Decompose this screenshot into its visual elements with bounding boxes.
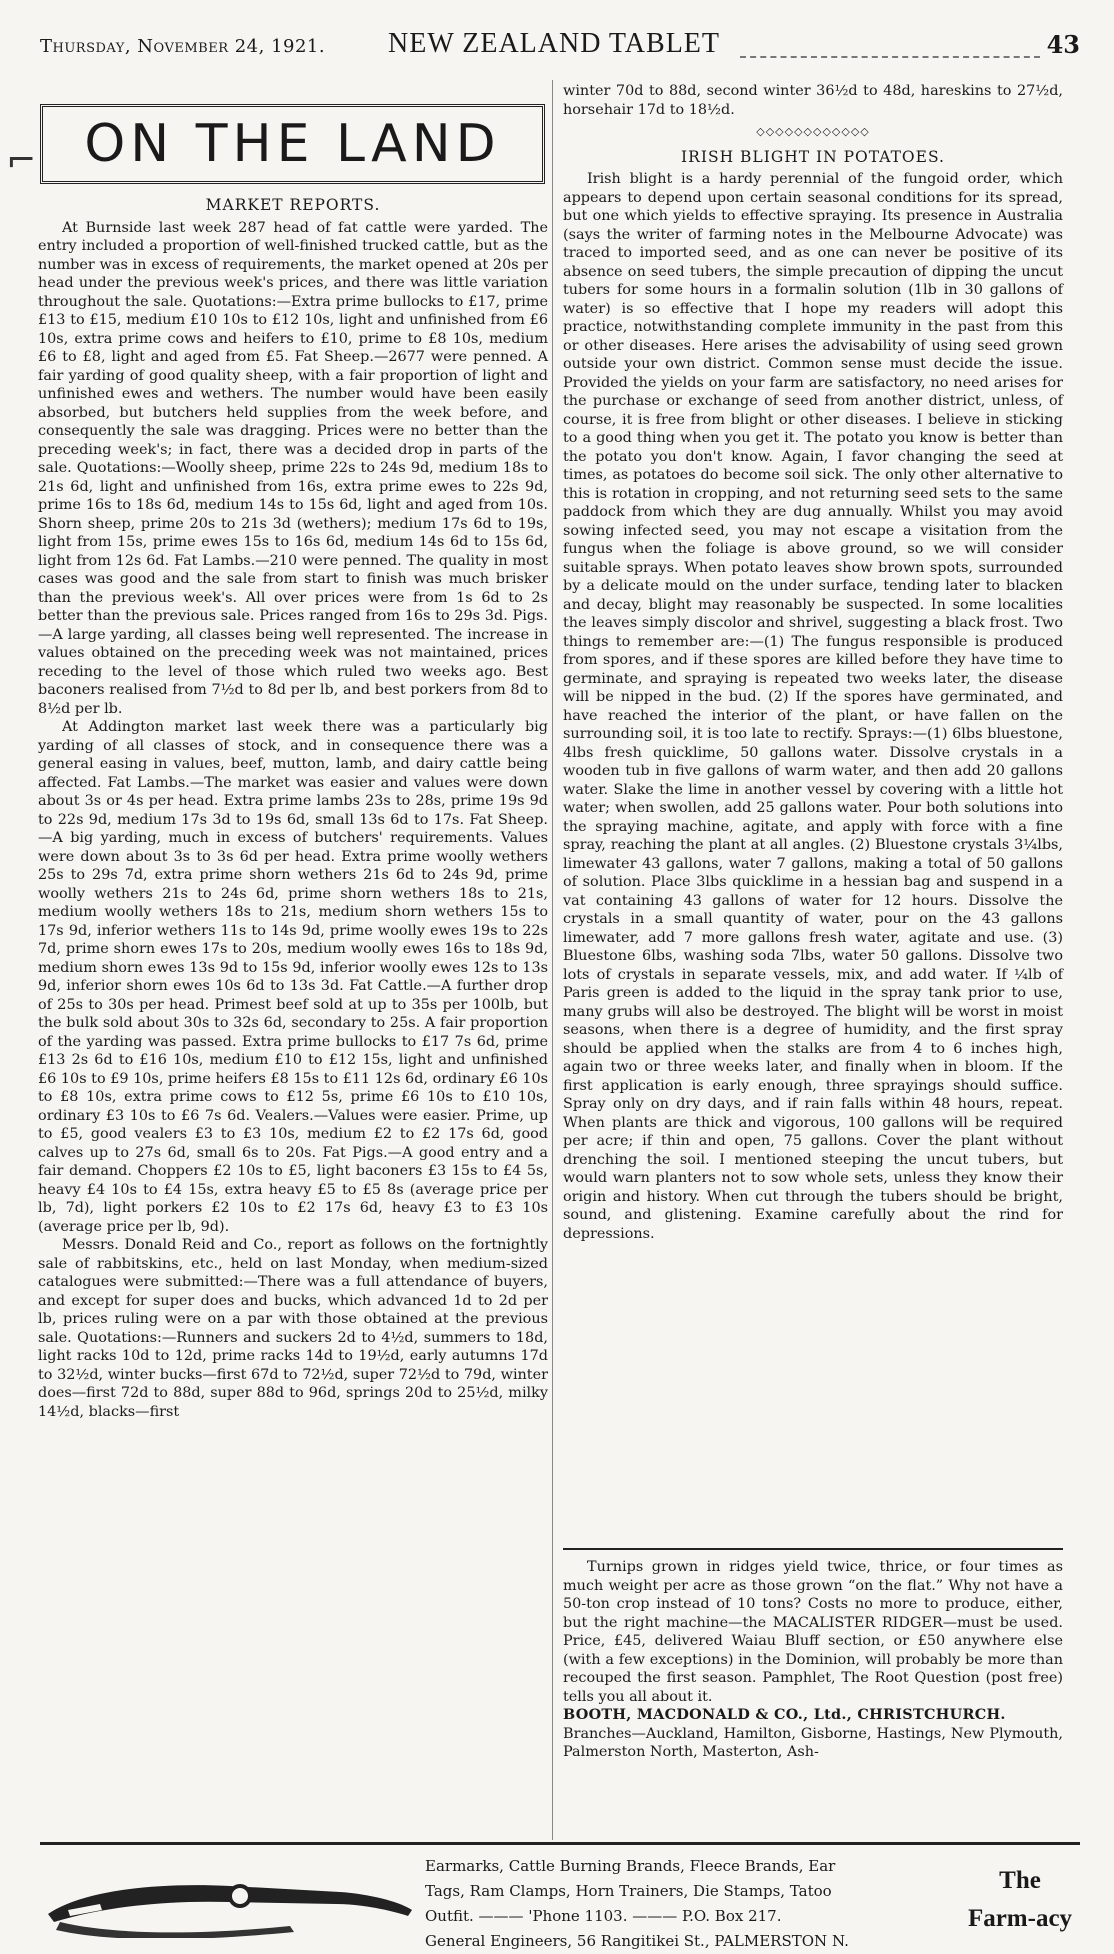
advert-branches: Branches—Auckland, Hamilton, Gisborne, Hastings, New Plymouth, Palmerston North, Masterton, Ash- bbox=[563, 1725, 1063, 1760]
footer-advertisement bbox=[40, 1848, 1080, 1950]
addington-report: At Addington market last week there was a particularly big yarding of all classes of stock, and in consequence there was a general easing in values, beef, mutton, lamb, and dairy cattle being affected. Fat Lambs.—The market was easier and values were down about 3s or 4s per head. Extra prime lambs 23s to 28s, prime 19s 9d to 22s 9d, medium 17s 3d to 19s 6d, small 13s 6d to 17s. Fat Sheep.—A big yarding, much in excess of butchers' requirements. Values were down about 3s to 3s 6d per head. Extra prime woolly wethers 25s to 29s 7d, extra prime shorn wethers 21s 6d to 24s 9d, prime woolly wethers 21s to 24s 6d, prime shorn wethers 18s to 21s, medium woolly wethers 18s to 21s, medium shorn wethers 15s to 17s 9d, inferior wethers 11s to 14s 9d, prime woolly ewes 19s to 22s 7d, prime shorn ewes 17s to 20s, medium woolly ewes 16s to 18s 9d, medium shorn ewes 13s 9d to 15s 9d, inferior woolly ewes 12s to 13s 9d, inferior shorn ewes 10s 6d to 13s 3d. Fat Cattle.—A further drop of 25s to 30s per head. Primest beef sold at up to 35s per 100lb, but the bulk sold about 30s to 32s 6d, secondary to 25s. A fair proportion of the yarding was passed. Extra prime bullocks to £17 7s 6d, prime £13 2s 6d to £16 10s, medium £10 to £12 15s, light and unfinished £6 10s to £9 10s, prime heifers £8 15s to £11 12s 6d, ordinary £6 10s to £8 10s, extra prime cows to £12 5s, prime £6 10s to £10 10s, ordinary £3 10s to £6 7s 6d. Vealers.—Values were easier. Prime, up to £5, good vealers £3 to £3 10s, medium £2 to £2 17s 6d, good calves up to 27s 6d, small 6s to 20s. Fat Pigs.—A good entry and a fair demand. Choppers £2 10s to £5, light baconers £3 15s to £4 5s, heavy £4 10s to £4 15s, extra heavy £5 to £5 8s (average price per lb, 7d), light porkers £2 10s to £2 17s 6d, heavy £3 to £3 10s (average price per lb, 9d). bbox=[38, 719, 548, 1235]
footer-line: Earmarks, Cattle Burning Brands, Fleece Brands, Ear bbox=[425, 1857, 836, 1875]
burnside-report: At Burnside last week 287 head of fat cattle were yarded. The entry included a proportion of well-finished trucked cattle, but as the number was in excess of requirements, the market opened at 20s per head under the previous week's prices, and there was little variation throughout the sale. Quotations:—Extra prime bullocks to £17, prime £13 to £15, medium £10 10s to £12 10s, light and unfinished from £6 10s, extra prime cows and heifers to £10, prime to £8 10s, medium £6 to £8, light and aged from £5. Fat Sheep.—2677 were penned. A fair yarding of good quality sheep, with a fair proportion of light and unfinished ewes and wethers. The number would have been easily absorbed, but butchers held supplies from the week before, and consequently the sale was dragging. Prices were no better than the preceding week's; in fact, there was a decided drop in parts of the sale. Quotations:—Woolly sheep, prime 22s to 24s 9d, medium 18s to 21s 6d, light and unfinished from 16s, extra prime ewes to 22s 9d, prime 16s to 18s 6d, medium 14s to 15s 6d, light and aged from 10s. Shorn sheep, prime 20s to 21s 3d (wethers); medium 17s 6d to 19s, light from 15s, prime ewes 15s to 16s 6d, medium 14s 6d to 15s 6d, light from 12s 6d. Fat Lambs.—210 were penned. The quality in most cases was good and the sale from start to finish was much brisker than the previous week's. All over prices were from 1s 6d to 2s better than the previous sale. Prices ranged from 16s to 29s 3d. Pigs.—A large yarding, all classes being well represented. The increase in values obtained on the preceding week was not maintained, prices receding to the level of those which ruled two weeks ago. Best baconers realised from 7½d to 8d per lb, and best porkers from 8d to 8½d per lb. bbox=[38, 219, 548, 717]
section-ornament: ◇◇◇◇◇◇◇◇◇◇◇◇ bbox=[756, 125, 870, 138]
column-divider bbox=[552, 80, 553, 1840]
brand-word-farmacy: Farm-acy bbox=[967, 1905, 1073, 1932]
margin-bracket-icon: ⌐ bbox=[6, 140, 37, 181]
section-banner bbox=[40, 104, 545, 184]
footer-line: Tags, Ram Clamps, Horn Trainers, Die Stamps, Tatoo bbox=[425, 1882, 832, 1900]
advert-company: BOOTH, MACDONALD & CO., Ltd., CHRISTCHURCH. bbox=[563, 1706, 1006, 1723]
newspaper-title: NEW ZEALAND TABLET bbox=[388, 28, 721, 59]
ram-clamp-implement-icon bbox=[40, 1852, 420, 1938]
advert-body: Turnips grown in ridges yield twice, thrice, or four times as much weight per acre as those grown “on the flat.” Why not have a 50-ton crop instead of 10 tons? Costs no more to produce, either, but the right machine—the MACALISTER RIDGER—must be used. Price, £45, delivered Waiau Bluff section, or £50 anywhere else (with a few exceptions) in the Dominion, will probably be more than recouped the first season. Pamphlet, The Root Question (post free) tells you all about it. bbox=[563, 1559, 1063, 1705]
brand-word-the: The bbox=[999, 1867, 1041, 1894]
section-title: ON THE LAND bbox=[84, 114, 501, 174]
irish-blight-article: Irish blight is a hardy perennial of the fungoid order, which appears to depend upon certain seasonal conditions for its spread, but one which yields to effective spraying. Its presence in Australia (says the writer of farming notes in the Melbourne Advocate) was traced to imported seed, and as one can never be positive of its absence on seed tubers, the simple precaution of dipping the uncut tubers for some hours in a formalin solution (1lb in 30 gallons of water) is so effective that I hope my readers will adopt this practice, notwithstanding complete immunity in the past from this or other diseases. Here arises the advisability of using seed grown outside your own district. Common sense must decide the issue. Provided the yields on your farm are satisfactory, no need arises for the purchase or exchange of seed from another district, unless, of course, it is free from blight or other diseases. I believe in sticking to a good thing when you get it. The potato you know is better than the potato you don't know. Again, I favor changing the seed at times, as potatoes do become soil sick. The only other alternative to this is rotation in cropping, and not returning seed sets to the same paddock from which they are dug annually. Whilst you may avoid sowing infected seed, you may not escape a visitation from the fungus when the foliage is above ground, so we will consider suitable sprays. When potato leaves show brown spots, surrounded by a delicate mould on the under surface, tending later to blacken and decay, blight may reasonably be suspected. In some localities the leaves simply discolor and shrivel, suggesting a black frost. Two things to remember are:—(1) The fungus responsible is produced from spores, and if these spores are killed before they have time to germinate, and spraying is repeated two weeks later, the disease will be nipped in the bud. (2) If the spores have germinated, and have reached the interior of the plant, or have fallen on the surrounding soil, it is too late to rectify. Sprays:—(1) 6lbs bluestone, 4lbs fresh quicklime, 50 gallons water. Dissolve crystals in a wooden tub in five gallons of warm water, and then add 20 gallons water. Slake the lime in another vessel by covering with a little hot water; when swollen, add 25 gallons water. Pour both solutions into the spraying machine, agitate, and apply with force with a fine spray, reaching the plant at all angles. (2) Bluestone crystals 3¼lbs, limewater 43 gallons, water 7 gallons, making a total of 50 gallons of solution. Place 3lbs quicklime in a hessian bag and suspend in a vat containing 43 gallons of water for 12 hours. Dissolve the crystals in a small quantity of water, pour on the 43 gallons limewater, add 7 more gallons fresh water, agitate and use. (3) Bluestone 6lbs, washing soda 7lbs, water 50 gallons. Dissolve two lots of crystals in separate vessels, mix, and add water. If ¼lb of Paris green is added to the liquid in the spray tank prior to use, many grubs will also be destroyed. The blight will be worst in moist seasons, when there is a degree of humidity, and the first spray should be applied when the stalks are from 4 to 6 inches high, again two or three weeks later, and finally when in bloom. If the first application is early enough, three sprayings should suffice. Spray only on dry days, and if rain falls within 48 hours, repeat. When plants are thick and vigorous, 100 gallons will be required per acre; if thin and open, 75 gallons. Cover the plant without drenching the soil. I mentioned steeping the uncut tubers, but would warn planters not to sow whole sets, unless they know their origin and history. When cut through the tubers should be bright, sound, and glistening. Examine carefully about the rind for depressions. bbox=[563, 171, 1063, 1242]
footer-address: General Engineers, 56 Rangitikei St., PALMERSTON N. bbox=[425, 1932, 849, 1950]
footer-brand bbox=[965, 1862, 1075, 1938]
rabbitskin-report-continued: winter 70d to 88d, second winter 36½d to 48d, hareskins to 27½d, horsehair 17d to 18½d. bbox=[563, 83, 1063, 118]
market-reports-heading: MARKET REPORTS. bbox=[205, 196, 381, 214]
right-column bbox=[563, 82, 1063, 1243]
page-number: 43 bbox=[1046, 30, 1080, 59]
rabbitskin-report: Messrs. Donald Reid and Co., report as follows on the fortnightly sale of rabbitskins, etc., held on last Monday, when medium-sized catalogues were submitted:—There was a full attendance of buyers, and except for super does and bucks, which advanced 1d to 2d per lb, prices ruling were on a par with those obtained at the previous sale. Quotations:—Runners and suckers 2d to 4½d, summers to 18d, light racks 10d to 12d, prime racks 14d to 19½d, early autumns 17d to 32½d, winter bucks—first 67d to 72½d, super 72½d to 79d, winter does—first 72d to 88d, super 88d to 96d, springs 20d to 25½d, milky 14½d, blacks—first bbox=[38, 1237, 548, 1420]
footer-ad-text bbox=[425, 1854, 945, 1954]
issue-date: Thursday, November 24, 1921. bbox=[40, 36, 326, 57]
irish-blight-heading: IRISH BLIGHT IN POTATOES. bbox=[681, 147, 945, 166]
footer-line: Outfit. ——— 'Phone 1103. ——— P.O. Box 217. bbox=[425, 1907, 782, 1925]
left-column bbox=[38, 196, 548, 1421]
masthead bbox=[40, 28, 1080, 62]
masthead-rule bbox=[740, 56, 1040, 58]
footer-rule bbox=[40, 1842, 1080, 1845]
ridger-advertisement bbox=[563, 1548, 1063, 1762]
